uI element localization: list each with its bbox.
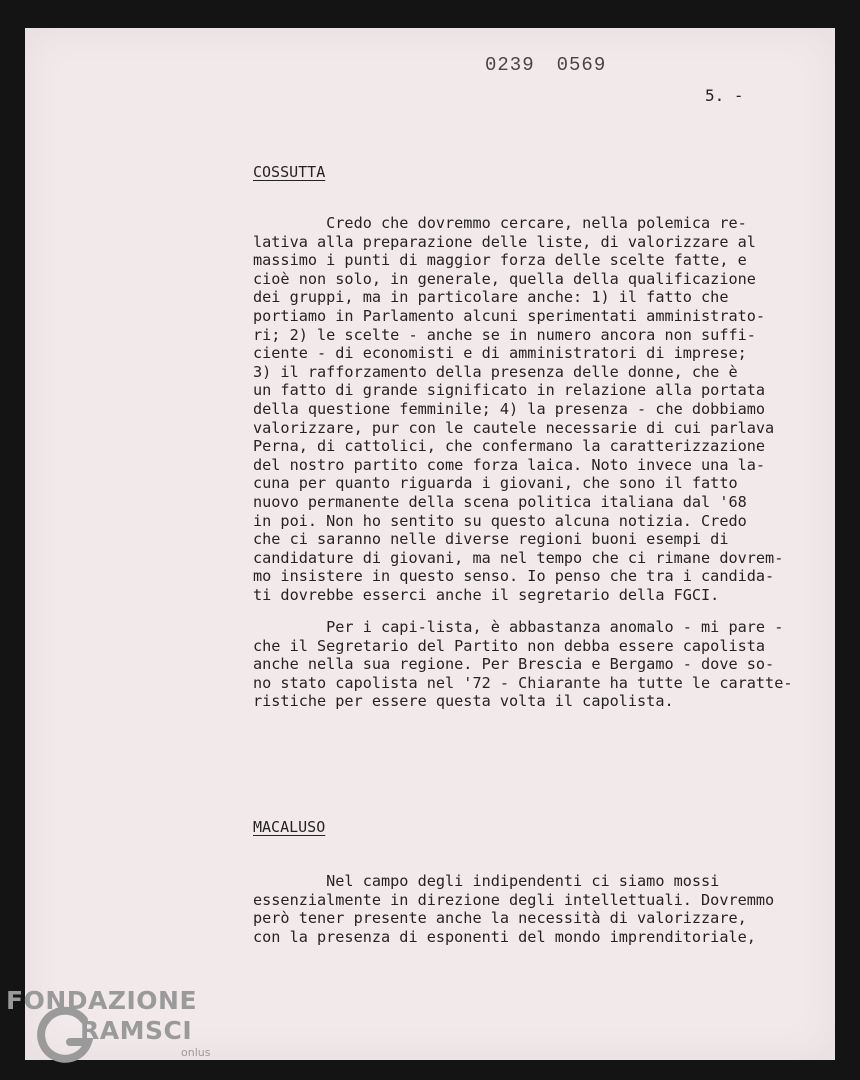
text-line: mo insistere in questo senso. Io penso che tra i candida-: [253, 567, 775, 586]
speaker-heading-cossutta: COSSUTTA: [253, 163, 326, 181]
archive-number: [485, 54, 606, 76]
text-line: del nostro partito come forza laica. Noto invece una la-: [253, 455, 766, 474]
text-line: anche nella sua regione. Per Brescia e Bergamo - dove so-: [253, 655, 775, 674]
text-line: no stato capolista nel '72 - Chiarante ha tutte le caratte-: [253, 673, 793, 692]
text-line: ri; 2) le scelte - anche se in numero ancora non suffi-: [253, 325, 756, 344]
text-line: massimo i punti di maggior forza delle scelte fatte, e: [253, 251, 747, 270]
text-line: che il Segretario del Partito non debba essere capolista: [253, 636, 766, 655]
watermark-line-2: RAMSCI: [80, 1016, 193, 1045]
text-line: nuovo permanente della scena politica italiana dal '68: [253, 492, 747, 511]
text-line: candidature di giovani, ma nel tempo che ci rimane dovrem-: [253, 548, 784, 567]
text-line: valorizzare, pur con le cautele necessarie di cui parlava: [253, 418, 775, 437]
cossutta-paragraph-2: [253, 618, 833, 711]
page-number: 5. -: [705, 86, 744, 105]
speaker-heading-macaluso: MACALUSO: [253, 818, 326, 836]
text-line: Per i capi-lista, è abbastanza anomalo - mi pare -: [253, 618, 784, 636]
archive-number-part-1: 0239: [485, 54, 535, 76]
text-line: ristiche per essere questa volta il capolista.: [253, 692, 674, 711]
watermark-line-3: onlus: [181, 1046, 211, 1059]
text-line: in poi. Non ho sentito su questo alcuna notizia. Credo: [253, 511, 747, 530]
text-line: dei gruppi, ma in particolare anche: 1) il fatto che: [253, 288, 729, 307]
text-line: con la presenza di esponenti del mondo imprenditoriale,: [253, 927, 756, 946]
macaluso-paragraph-1: [253, 872, 833, 946]
text-line: portiamo in Parlamento alcuni sperimentati amministrato-: [253, 306, 766, 325]
text-line: essenzialmente in direzione degli intellettuali. Dovremmo: [253, 890, 775, 909]
text-line: Nel campo degli indipendenti ci siamo mossi: [253, 872, 720, 890]
watermark-line-1: FONDAZIONE: [6, 986, 198, 1015]
text-line: ti dovrebbe esserci anche il segretario della FGCI.: [253, 585, 720, 604]
fondazione-gramsci-watermark: [6, 986, 226, 1076]
text-line: ciente - di economisti e di amministratori di imprese;: [253, 344, 747, 363]
text-line: cuna per quanto riguarda i giovani, che sono il fatto: [253, 474, 738, 493]
archive-number-part-2: 0569: [556, 54, 607, 76]
text-line: che ci saranno nelle diverse regioni buoni esempi di: [253, 530, 729, 549]
text-line: della questione femminile; 4) la presenza - che dobbiamo: [253, 399, 766, 418]
text-line: però tener presente anche la necessità di valorizzare,: [253, 909, 747, 928]
text-line: lativa alla preparazione delle liste, di valorizzare al: [253, 232, 756, 251]
text-line: cioè non solo, in generale, quella della qualificazione: [253, 269, 756, 288]
cossutta-paragraph-1: [253, 214, 833, 604]
text-line: Credo che dovremmo cercare, nella polemica re-: [253, 214, 747, 232]
document-page: [25, 28, 835, 1060]
text-line: 3) il rafforzamento della presenza delle donne, che è: [253, 362, 738, 381]
text-line: Perna, di cattolici, che confermano la caratterizzazione: [253, 437, 766, 456]
text-line: un fatto di grande significato in relazione alla portata: [253, 381, 766, 400]
